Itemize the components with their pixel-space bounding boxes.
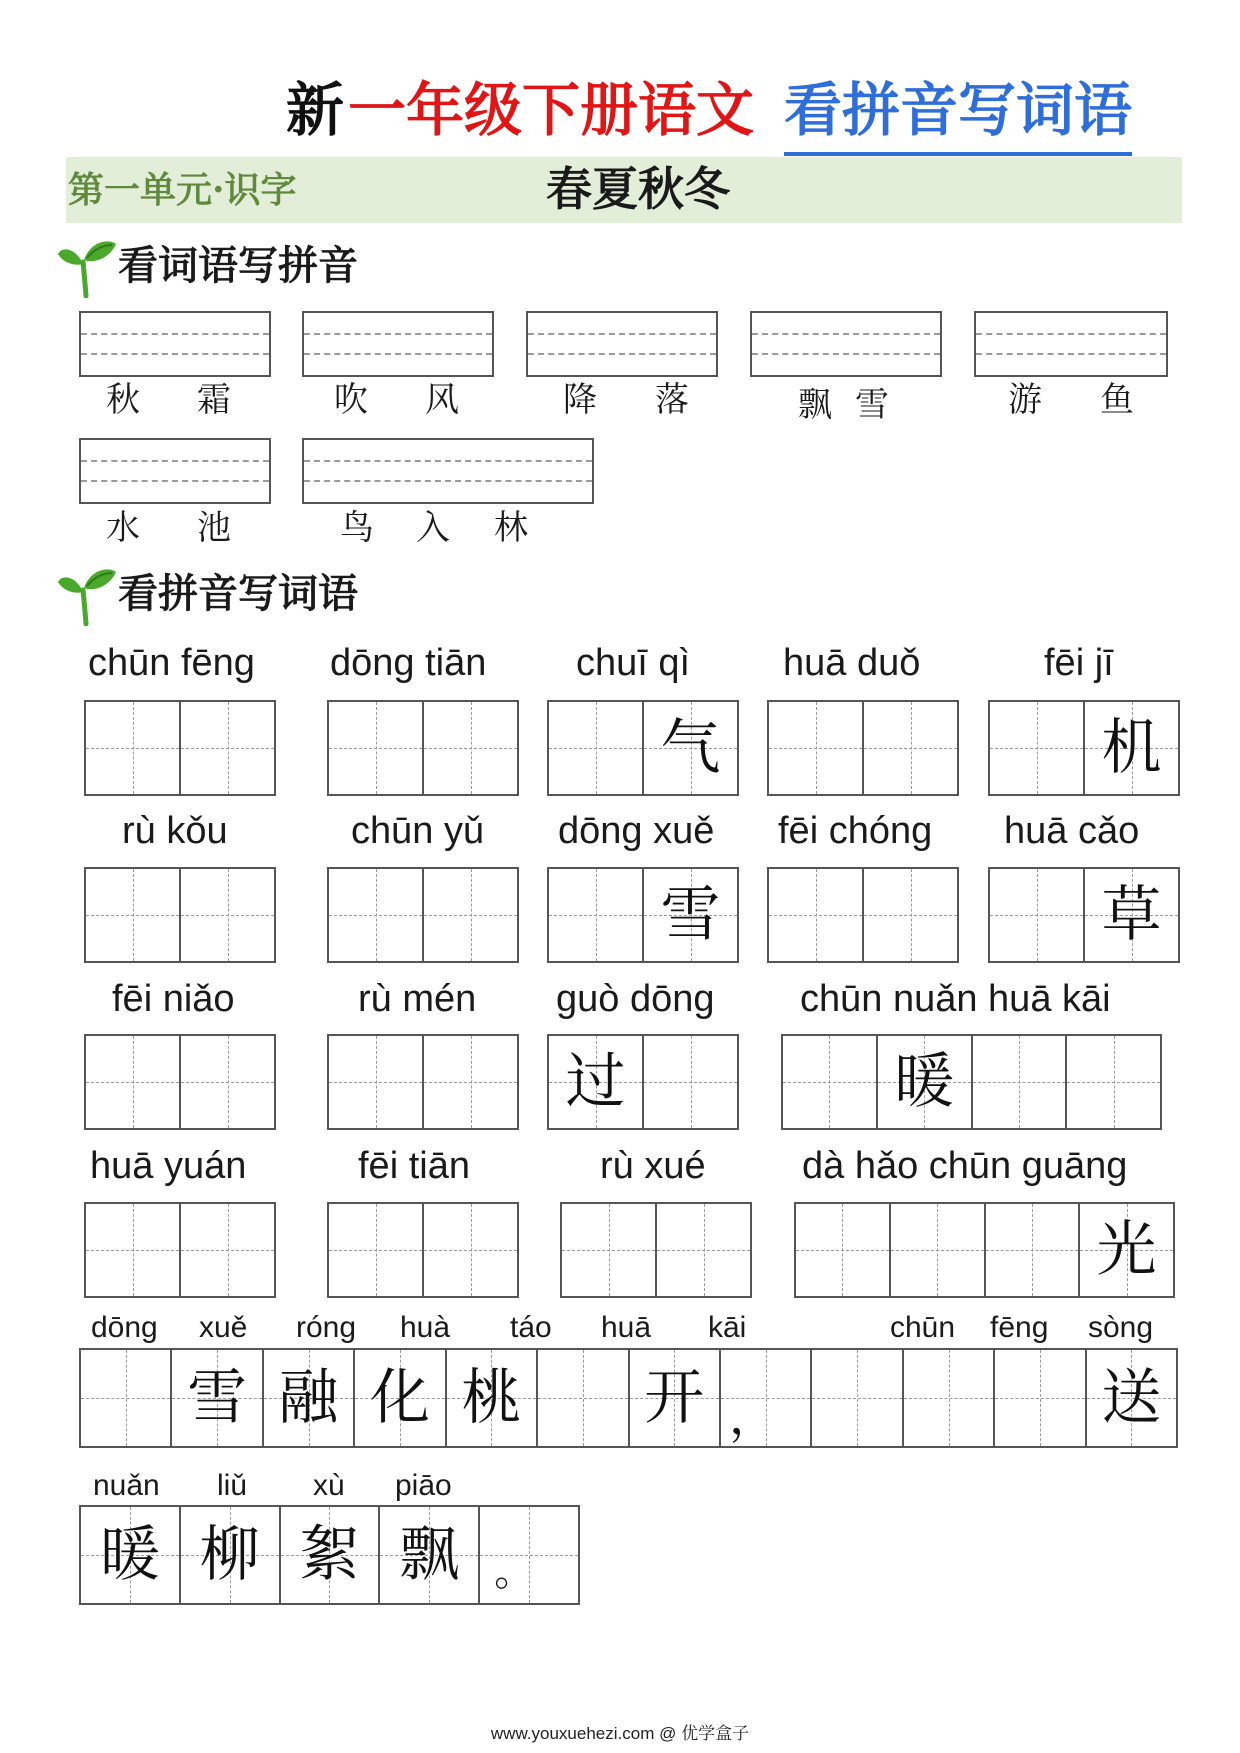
char-cell[interactable] bbox=[642, 702, 737, 794]
character-grid[interactable] bbox=[327, 1034, 519, 1130]
character-grid[interactable] bbox=[327, 700, 519, 796]
word-character: 池 bbox=[197, 508, 231, 548]
char-cell[interactable] bbox=[862, 869, 957, 961]
char-cell[interactable] bbox=[769, 869, 862, 961]
char-cell[interactable] bbox=[170, 1350, 261, 1446]
pinyin-answer-box[interactable] bbox=[302, 311, 494, 377]
char-cell[interactable] bbox=[655, 1204, 750, 1296]
given-character: 送 bbox=[1101, 1363, 1162, 1433]
pinyin-label: rù kǒu bbox=[122, 810, 228, 852]
word-character: 水 bbox=[106, 508, 140, 548]
char-cell[interactable] bbox=[86, 1036, 179, 1128]
char-cell[interactable] bbox=[86, 869, 179, 961]
given-character: 气 bbox=[660, 713, 721, 783]
period-mark: 。 bbox=[494, 1549, 535, 1595]
char-cell[interactable] bbox=[81, 1507, 179, 1603]
char-cell[interactable] bbox=[993, 1350, 1084, 1446]
char-cell[interactable] bbox=[971, 1036, 1066, 1128]
char-cell[interactable] bbox=[796, 1204, 889, 1296]
pinyin-label: chūn yǔ bbox=[351, 810, 485, 852]
character-grid[interactable] bbox=[988, 867, 1180, 963]
char-cell[interactable] bbox=[422, 1204, 517, 1296]
char-cell[interactable] bbox=[902, 1350, 993, 1446]
char-cell[interactable] bbox=[329, 1036, 422, 1128]
char-cell[interactable] bbox=[179, 1036, 274, 1128]
page-title bbox=[0, 68, 1240, 152]
title-part-new: 新 bbox=[286, 76, 345, 144]
sentence-grid[interactable] bbox=[79, 1348, 1178, 1448]
char-cell[interactable] bbox=[628, 1350, 719, 1446]
char-cell[interactable] bbox=[984, 1204, 1079, 1296]
char-cell[interactable] bbox=[876, 1036, 971, 1128]
char-cell[interactable] bbox=[262, 1350, 353, 1446]
char-cell[interactable] bbox=[719, 1350, 810, 1446]
char-cell[interactable] bbox=[562, 1204, 655, 1296]
section-heading-text: 看拼音写词语 bbox=[118, 570, 358, 617]
pinyin-label: fēi chóng bbox=[778, 810, 933, 852]
sentence-pinyin: xuě bbox=[199, 1311, 248, 1344]
sprout-icon bbox=[56, 564, 120, 626]
given-character: 暖 bbox=[99, 1520, 160, 1590]
char-cell[interactable] bbox=[179, 702, 274, 794]
given-character: 雪 bbox=[660, 880, 721, 950]
pinyin-answer-box[interactable] bbox=[79, 438, 271, 504]
char-cell[interactable] bbox=[1083, 869, 1178, 961]
character-grid[interactable] bbox=[794, 1202, 1175, 1298]
char-cell[interactable] bbox=[422, 702, 517, 794]
sentence-pinyin: róng bbox=[296, 1311, 357, 1344]
character-grid[interactable] bbox=[988, 700, 1180, 796]
given-character: 融 bbox=[278, 1363, 339, 1433]
unit-label: 第一单元·识字 bbox=[68, 169, 297, 211]
title-part-grade: 一年级下册语文 bbox=[348, 76, 755, 144]
char-cell[interactable] bbox=[81, 1350, 170, 1446]
char-cell[interactable] bbox=[549, 1036, 642, 1128]
comma-mark: ， bbox=[728, 1389, 777, 1445]
word-character: 鱼 bbox=[1100, 380, 1134, 420]
char-cell[interactable] bbox=[889, 1204, 984, 1296]
char-cell[interactable] bbox=[422, 1036, 517, 1128]
char-cell[interactable] bbox=[1078, 1204, 1173, 1296]
pinyin-label: chūn nuǎn huā kāi bbox=[800, 978, 1111, 1020]
char-cell[interactable] bbox=[86, 1204, 179, 1296]
char-cell[interactable] bbox=[536, 1350, 627, 1446]
character-grid[interactable] bbox=[547, 867, 739, 963]
character-grid[interactable] bbox=[84, 1034, 276, 1130]
sentence-pinyin: sòng bbox=[1088, 1311, 1154, 1344]
word-character: 飘 bbox=[798, 385, 832, 425]
char-cell[interactable] bbox=[990, 869, 1083, 961]
given-character: 光 bbox=[1096, 1215, 1157, 1285]
char-cell[interactable] bbox=[422, 869, 517, 961]
sentence-pinyin: huā bbox=[601, 1311, 652, 1344]
sentence-pinyin: piāo bbox=[395, 1469, 452, 1502]
pinyin-answer-box[interactable] bbox=[79, 311, 271, 377]
pinyin-answer-box[interactable] bbox=[750, 311, 942, 377]
word-character: 林 bbox=[494, 508, 528, 548]
pinyin-label: dōng xuě bbox=[558, 810, 715, 852]
word-character: 秋 bbox=[106, 380, 140, 420]
given-character: 絮 bbox=[299, 1520, 360, 1590]
section-heading-text: 看词语写拼音 bbox=[118, 242, 358, 289]
word-character: 落 bbox=[655, 380, 689, 420]
sentence-pinyin: nuǎn bbox=[93, 1469, 160, 1502]
char-cell[interactable] bbox=[179, 1204, 274, 1296]
pinyin-label: huā duǒ bbox=[783, 642, 921, 684]
char-cell[interactable] bbox=[990, 702, 1083, 794]
char-cell[interactable] bbox=[642, 869, 737, 961]
char-cell[interactable] bbox=[549, 869, 642, 961]
word-character: 降 bbox=[563, 380, 597, 420]
word-character: 霜 bbox=[197, 380, 231, 420]
char-cell[interactable] bbox=[279, 1507, 379, 1603]
given-character: 草 bbox=[1101, 880, 1162, 950]
sentence-pinyin: chūn bbox=[890, 1311, 956, 1344]
pinyin-label: chūn fēng bbox=[88, 642, 255, 684]
char-cell[interactable] bbox=[862, 702, 957, 794]
sentence-pinyin: huà bbox=[400, 1311, 451, 1344]
sentence-pinyin: kāi bbox=[708, 1311, 747, 1344]
given-character: 雪 bbox=[187, 1363, 248, 1433]
pinyin-label: dà hǎo chūn guāng bbox=[802, 1145, 1128, 1187]
pinyin-label: huā yuán bbox=[90, 1145, 247, 1187]
footer-watermark: www.youxuehezi.com @ 优学盒子 bbox=[490, 1724, 750, 1743]
word-character: 雪 bbox=[855, 385, 889, 425]
sentence-grid[interactable] bbox=[79, 1505, 580, 1605]
pinyin-label: rù mén bbox=[358, 978, 477, 1020]
word-character: 吹 bbox=[334, 380, 368, 420]
pinyin-answer-box[interactable] bbox=[526, 311, 718, 377]
given-character: 柳 bbox=[199, 1520, 260, 1590]
char-cell[interactable] bbox=[1083, 702, 1178, 794]
char-cell[interactable] bbox=[642, 1036, 737, 1128]
char-cell[interactable] bbox=[329, 869, 422, 961]
word-character: 入 bbox=[416, 508, 450, 548]
pinyin-answer-box[interactable] bbox=[974, 311, 1168, 377]
sentence-pinyin: xù bbox=[313, 1469, 345, 1502]
pinyin-label: fēi niǎo bbox=[112, 978, 235, 1020]
pinyin-label: chuī qì bbox=[576, 642, 691, 684]
character-grid[interactable] bbox=[327, 1202, 519, 1298]
char-cell[interactable] bbox=[329, 1204, 422, 1296]
given-character: 机 bbox=[1101, 713, 1162, 783]
char-cell[interactable] bbox=[445, 1350, 536, 1446]
character-grid[interactable] bbox=[547, 700, 739, 796]
character-grid[interactable] bbox=[767, 867, 959, 963]
char-cell[interactable] bbox=[478, 1507, 578, 1603]
character-grid[interactable] bbox=[560, 1202, 752, 1298]
char-cell[interactable] bbox=[179, 1507, 279, 1603]
char-cell[interactable] bbox=[1065, 1036, 1160, 1128]
word-character: 风 bbox=[425, 380, 459, 420]
char-cell[interactable] bbox=[329, 702, 422, 794]
pinyin-label: huā cǎo bbox=[1004, 810, 1140, 852]
title-part-exercise: 看拼音写词语 bbox=[784, 68, 1132, 156]
character-grid[interactable] bbox=[781, 1034, 1162, 1130]
word-character: 鸟 bbox=[340, 508, 374, 548]
char-cell[interactable] bbox=[1085, 1350, 1176, 1446]
lesson-title: 春夏秋冬 bbox=[546, 162, 730, 216]
pinyin-label: fēi jī bbox=[1044, 642, 1114, 684]
given-character: 过 bbox=[565, 1047, 626, 1117]
char-cell[interactable] bbox=[783, 1036, 876, 1128]
given-character: 暖 bbox=[894, 1047, 955, 1117]
word-character: 游 bbox=[1008, 380, 1042, 420]
pinyin-label: guò dōng bbox=[556, 978, 715, 1020]
char-cell[interactable] bbox=[549, 702, 642, 794]
sprout-icon bbox=[56, 236, 120, 298]
char-cell[interactable] bbox=[179, 869, 274, 961]
pinyin-label: rù xué bbox=[600, 1145, 706, 1187]
pinyin-answer-box[interactable] bbox=[302, 438, 594, 504]
char-cell[interactable] bbox=[378, 1507, 478, 1603]
pinyin-label: dōng tiān bbox=[330, 642, 487, 684]
character-grid[interactable] bbox=[327, 867, 519, 963]
char-cell[interactable] bbox=[353, 1350, 444, 1446]
char-cell[interactable] bbox=[769, 702, 862, 794]
pinyin-label: fēi tiān bbox=[358, 1145, 470, 1187]
character-grid[interactable] bbox=[84, 867, 276, 963]
unit-banner bbox=[66, 157, 1182, 223]
given-character: 飘 bbox=[399, 1520, 460, 1590]
given-character: 化 bbox=[369, 1363, 430, 1433]
char-cell[interactable] bbox=[810, 1350, 901, 1446]
sentence-pinyin: fēng bbox=[990, 1311, 1049, 1344]
character-grid[interactable] bbox=[547, 1034, 739, 1130]
character-grid[interactable] bbox=[84, 1202, 276, 1298]
sentence-pinyin: liǔ bbox=[217, 1469, 248, 1502]
character-grid[interactable] bbox=[767, 700, 959, 796]
sentence-pinyin: táo bbox=[510, 1311, 552, 1344]
character-grid[interactable] bbox=[84, 700, 276, 796]
sentence-pinyin: dōng bbox=[91, 1311, 158, 1344]
given-character: 桃 bbox=[461, 1363, 522, 1433]
given-character: 开 bbox=[644, 1363, 705, 1433]
char-cell[interactable] bbox=[86, 702, 179, 794]
